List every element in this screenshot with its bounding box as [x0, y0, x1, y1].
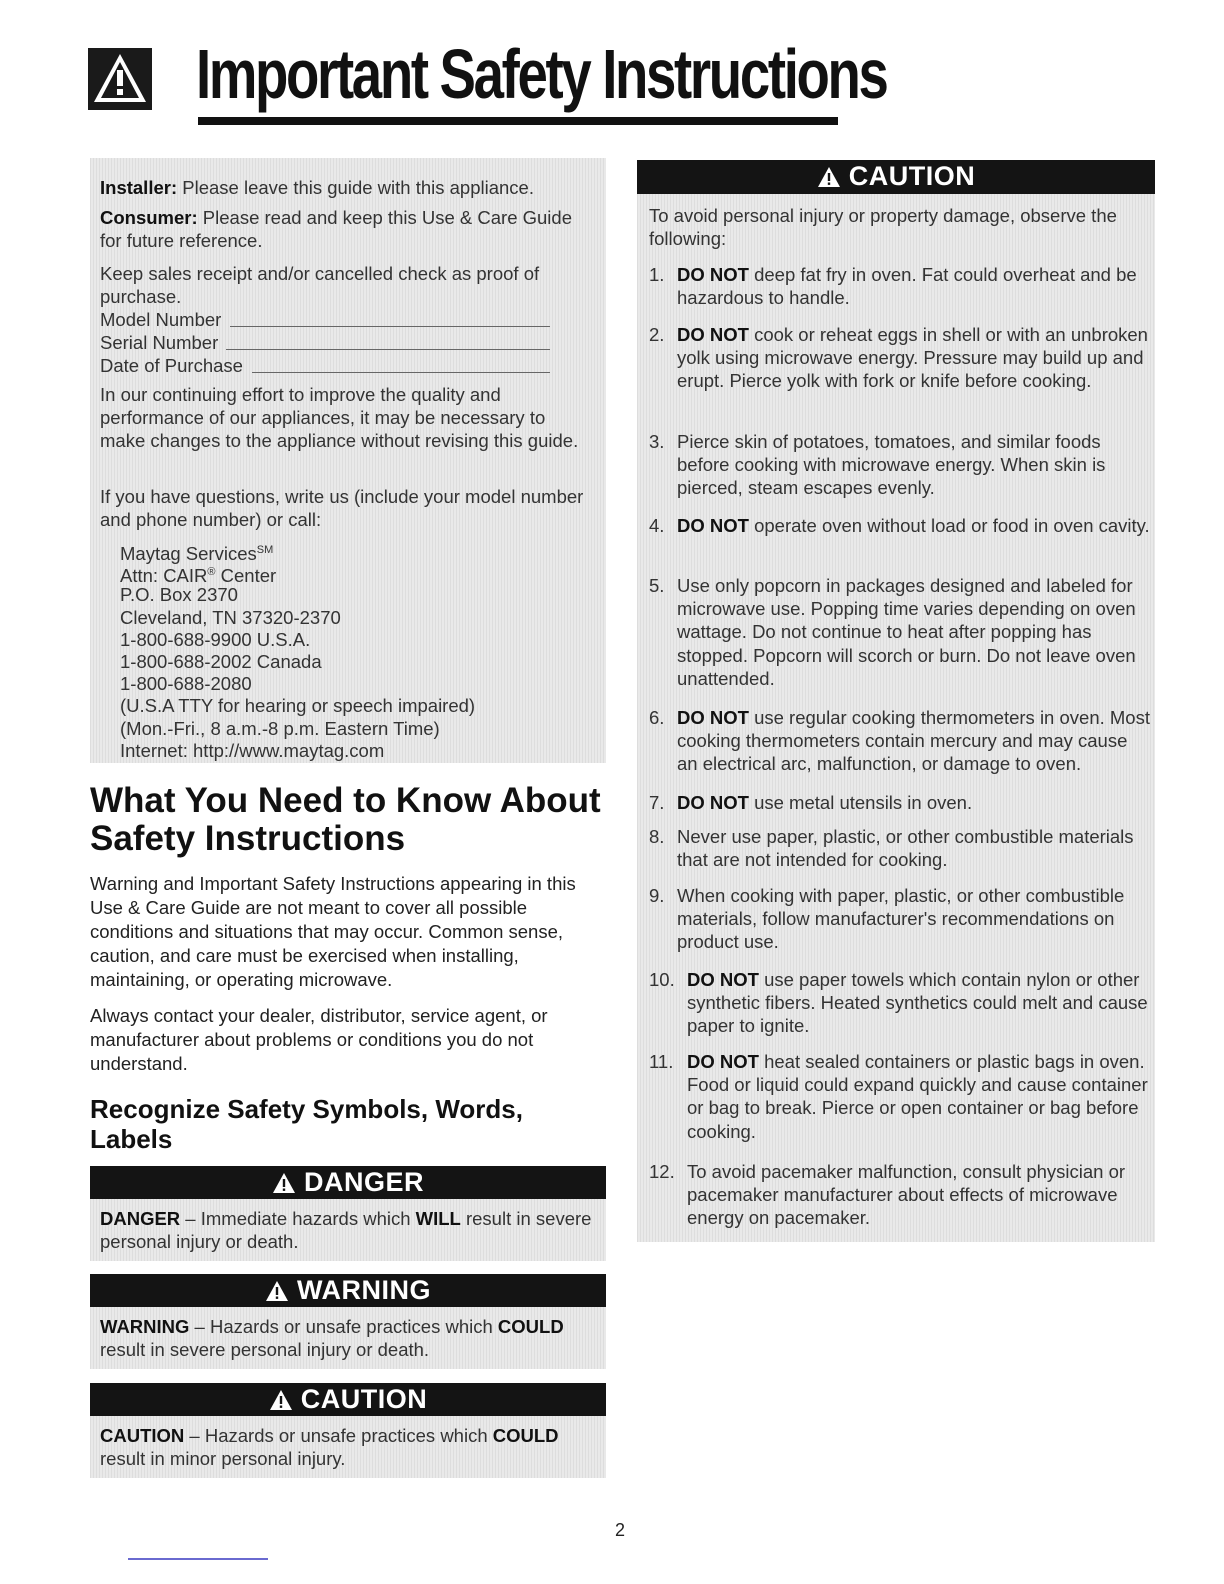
caution-item: 9. When cooking with paper, plastic, or other combustible materials, follow manufacturer's recommendations on product use.: [649, 885, 1125, 953]
warning-triangle-icon: [265, 1280, 289, 1302]
address-line: (U.S.A TTY for hearing or speech impaired): [120, 695, 476, 717]
address-line: 1-800-688-2002 Canada: [120, 650, 322, 672]
contact-address: [120, 539, 600, 761]
caution-list-box: [637, 160, 1155, 1242]
title-underline: [198, 117, 838, 125]
safety-paragraph-1: Warning and Important Safety Instructions appearing in this Use & Care Guide are not meant to cover all possible conditions and situations that may occur. Common sense, caution, and care must be exercised when installing, maintaining, or operating microwave.: [90, 873, 576, 990]
model-number-field: Model Number: [100, 308, 560, 331]
serial-number-field: Serial Number: [100, 331, 560, 354]
caution-item: 10. DO NOT use paper towels which contain nylon or other synthetic fibers. Heated synthetics could melt and cause paper to ignite.: [649, 969, 1148, 1037]
website-link[interactable]: Internet: http://www.maytag.com: [120, 739, 385, 761]
caution-intro: To avoid personal injury or property damage, observe the following:: [649, 205, 1117, 250]
caution-banner: CAUTION: [90, 1383, 606, 1416]
caution-item: 8. Never use paper, plastic, or other combustible materials that are not intended for cooking.: [649, 826, 1134, 871]
caution-item: 6. DO NOT use regular cooking thermometers in oven. Most cooking thermometers contain mercury and may cause an electrical arc, malfunction, or damage to oven.: [649, 707, 1150, 775]
danger-description: DANGER – Immediate hazards which WILL result in severe personal injury or death.: [100, 1208, 592, 1252]
warning-triangle-icon: [269, 1389, 293, 1411]
danger-box: [90, 1166, 606, 1261]
installer-note: Installer: Please leave this guide with this appliance.: [100, 177, 534, 198]
address-line: Cleveland, TN 37320-2370: [120, 606, 341, 628]
questions-note: If you have questions, write us (include your model number and phone number) or call:: [100, 486, 584, 530]
section-heading-symbols: Recognize Safety Symbols, Words, Labels: [90, 1094, 523, 1154]
warning-icon: [88, 48, 152, 110]
caution-item: 3. Pierce skin of potatoes, tomatoes, and similar foods before cooking with microwave energy. When skin is pierced, steam escapes evenly.: [649, 431, 1106, 499]
address-line: 1-800-688-2080: [120, 673, 252, 695]
caution-item: 7. DO NOT use metal utensils in oven.: [649, 792, 973, 813]
caution-description: CAUTION – Hazards or unsafe practices which COULD result in minor personal injury.: [100, 1425, 559, 1469]
address-line: Maytag Services℠: [120, 543, 274, 565]
caution-item: 1. DO NOT deep fat fry in oven. Fat could overheat and be hazardous to handle.: [649, 264, 1137, 309]
caution-item: 4. DO NOT operate oven without load or food in oven cavity.: [649, 515, 1150, 536]
improvement-note: In our continuing effort to improve the quality and performance of our appliances, it may be necessary to make changes to the appliance without revising this guide.: [100, 384, 579, 451]
consumer-note: Consumer: Please read and keep this Use & Care Guide for future reference.: [100, 207, 572, 251]
installer-info-box: [90, 158, 606, 763]
warning-description: WARNING – Hazards or unsafe practices which COULD result in severe personal injury or death.: [100, 1316, 564, 1360]
page-title: Important Safety Instructions: [196, 35, 887, 113]
caution-item: 2. DO NOT cook or reheat eggs in shell or with an unbroken yolk using microwave energy. Pressure may build up and erupt. Pierce yolk with fork or knife before cooking.: [649, 324, 1148, 392]
purchase-date-field: Date of Purchase: [100, 354, 560, 377]
address-line: (Mon.-Fri., 8 a.m.-8 p.m. Eastern Time): [120, 717, 440, 739]
warning-triangle-icon: [817, 166, 841, 188]
warning-banner: WARNING: [90, 1274, 606, 1307]
address-line: P.O. Box 2370: [120, 584, 238, 606]
caution-list-banner: CAUTION: [637, 160, 1155, 194]
section-heading-safety: What You Need to Know About Safety Instructions: [90, 781, 601, 858]
caution-box: [90, 1383, 606, 1478]
safety-paragraph-2: Always contact your dealer, distributor, service agent, or manufacturer about problems or conditions you do not understand.: [90, 1005, 548, 1074]
caution-item: 5. Use only popcorn in packages designed and labeled for microwave use. Popping time varies depending on oven wattage. Do not continue to heat after popping has stopped. Popcorn will scorch or burn. Do not leave oven unattended.: [649, 575, 1136, 689]
footer-rule: [128, 1558, 268, 1560]
address-line: 1-800-688-9900 U.S.A.: [120, 628, 311, 650]
address-line: Attn: CAIR® Center: [120, 565, 277, 587]
receipt-note: Keep sales receipt and/or cancelled check as proof of purchase.: [100, 263, 540, 307]
danger-banner: DANGER: [90, 1166, 606, 1199]
warning-triangle-icon: [272, 1172, 296, 1194]
caution-item: 12. To avoid pacemaker malfunction, consult physician or pacemaker manufacturer about effects of microwave energy on pacemaker.: [649, 1161, 1126, 1229]
caution-item: 11. DO NOT heat sealed containers or plastic bags in oven. Food or liquid could expand quickly and cause container or bag to break. Pierce or open container or bag before cooking.: [649, 1051, 1148, 1142]
page-number: 2: [614, 1520, 625, 1540]
warning-box: [90, 1274, 606, 1369]
